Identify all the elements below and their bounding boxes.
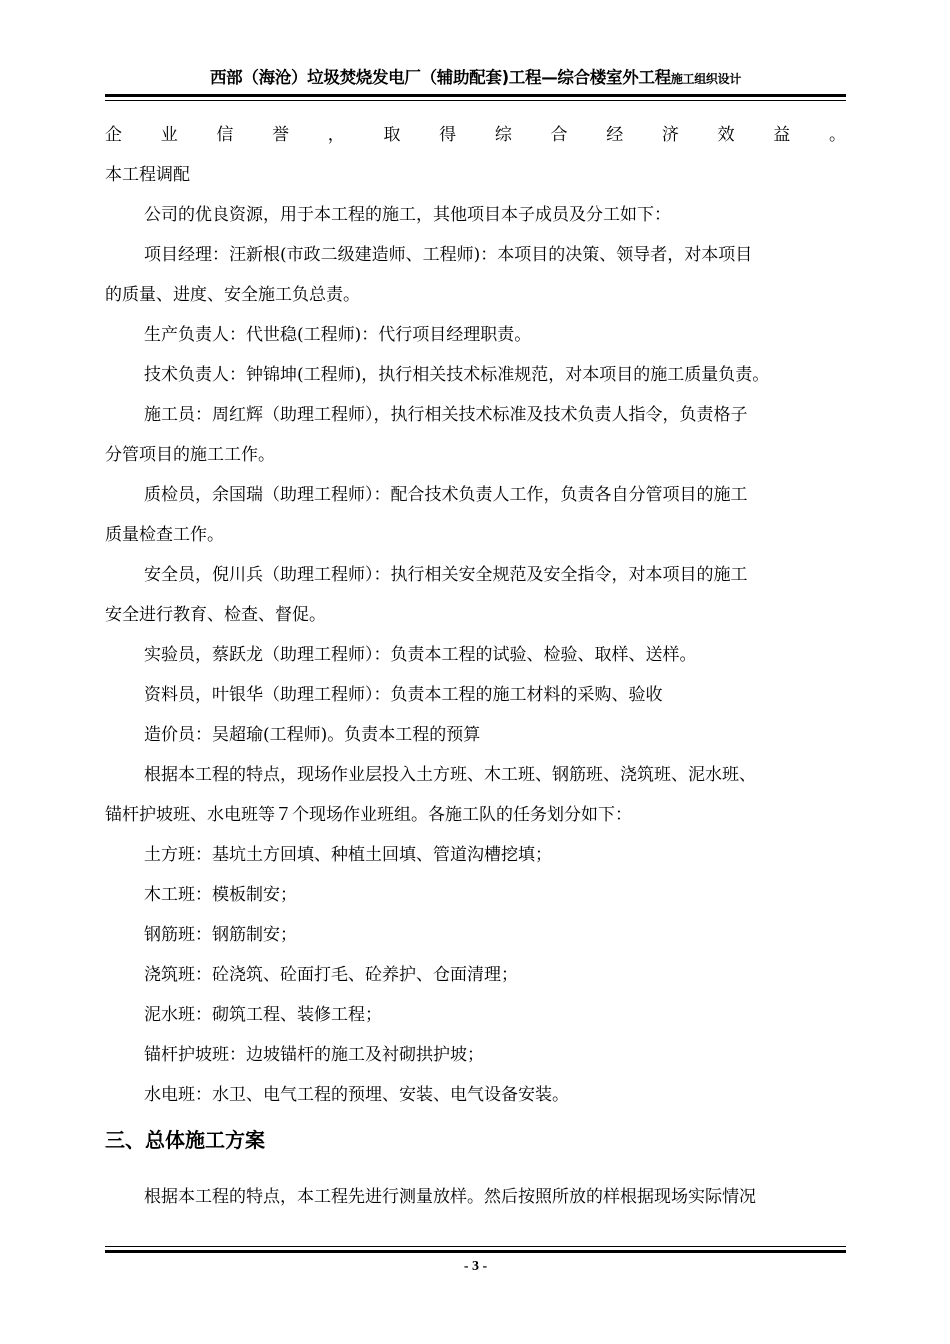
- header-subtitle: 施工组织设计: [670, 72, 742, 86]
- text-line: 资料员，叶银华（助理工程师）：负责本工程的施工材料的采购、验收: [144, 685, 663, 705]
- spread-char: 信: [216, 125, 234, 145]
- text-line: 公司的优良资源，用于本工程的施工，其他项目本子成员及分工如下：: [144, 205, 671, 225]
- text-line: 安全员，倪川兵（助理工程师）：执行相关安全规范及安全指令，对本项目的施工: [144, 565, 748, 585]
- text-line: 土方班：基坑土方回填、种植土回填、管道沟槽挖填；: [144, 845, 552, 865]
- spread-char: 取: [383, 125, 401, 145]
- text-line: 锚杆护坡班、水电班等７个现场作业班组。各施工队的任务划分如下：: [105, 805, 632, 825]
- spread-char: 效: [717, 125, 735, 145]
- text-line: 造价员：吴超瑜(工程师)。负责本工程的预算: [144, 725, 481, 745]
- text-line: 钢筋班：钢筋制安；: [144, 925, 297, 945]
- spread-char: 益: [773, 125, 791, 145]
- page-number: - 3 -: [463, 1259, 488, 1274]
- text-line: 项目经理：汪新根(市政二级建造师、工程师)：本项目的决策、领导者，对本项目: [144, 245, 753, 265]
- text-line: 本工程调配: [105, 165, 190, 185]
- spread-char: 。: [828, 125, 846, 145]
- section-heading: 三、总体施工方案: [105, 1128, 265, 1152]
- text-line: 水电班：水卫、电气工程的预埋、安装、电气设备安装。: [144, 1085, 569, 1105]
- text-line: 生产负责人：代世稳(工程师)：代行项目经理职责。: [144, 325, 532, 345]
- text-line: 的质量、进度、安全施工负总责。: [105, 285, 360, 305]
- spread-char: 企: [105, 125, 122, 145]
- header-title: 西部（海沧）垃圾焚烧发电厂（辅助配套)工程—综合楼室外工程: [209, 68, 671, 87]
- spread-char: 济: [661, 125, 679, 145]
- spread-char: 综: [494, 125, 512, 145]
- spread-char: 业: [160, 125, 178, 145]
- spread-line: [105, 125, 846, 145]
- text-line: 泥水班：砌筑工程、装修工程；: [144, 1005, 382, 1025]
- text-line: 木工班：模板制安；: [144, 885, 297, 905]
- text-line: 质检员，余国瑞（助理工程师）：配合技术负责人工作，负责各自分管项目的施工: [144, 485, 748, 505]
- spread-char: 誉: [272, 125, 290, 145]
- spread-char: 合: [550, 125, 568, 145]
- text-line: 质量检查工作。: [105, 525, 224, 545]
- text-line: 浇筑班：砼浇筑、砼面打毛、砼养护、仓面清理；: [144, 965, 518, 985]
- spread-char: 经: [606, 125, 624, 145]
- text-line: 根据本工程的特点，本工程先进行测量放样。然后按照所放的样根据现场实际情况: [144, 1187, 756, 1207]
- footer-rule: [105, 1246, 846, 1253]
- text-line: 技术负责人：钟锦坤(工程师)，执行相关技术标准规范，对本项目的施工质量负责。: [144, 365, 770, 385]
- text-line: 施工员：周红辉（助理工程师），执行相关技术标准及技术负责人指令，负责格子: [144, 405, 748, 425]
- spread-char: ，: [327, 125, 345, 145]
- text-line: 根据本工程的特点，现场作业层投入土方班、木工班、钢筋班、浇筑班、泥水班、: [144, 765, 756, 785]
- spread-char: 得: [439, 125, 457, 145]
- page-header: [105, 68, 846, 89]
- text-line: 安全进行教育、检查、督促。: [105, 605, 326, 625]
- header-rule: [105, 94, 846, 101]
- text-line: 分管项目的施工工作。: [105, 445, 275, 465]
- text-line: 锚杆护坡班：边坡锚杆的施工及衬砌拱护坡；: [144, 1045, 484, 1065]
- text-line: 实验员，蔡跃龙（助理工程师）：负责本工程的试验、检验、取样、送样。: [144, 645, 697, 665]
